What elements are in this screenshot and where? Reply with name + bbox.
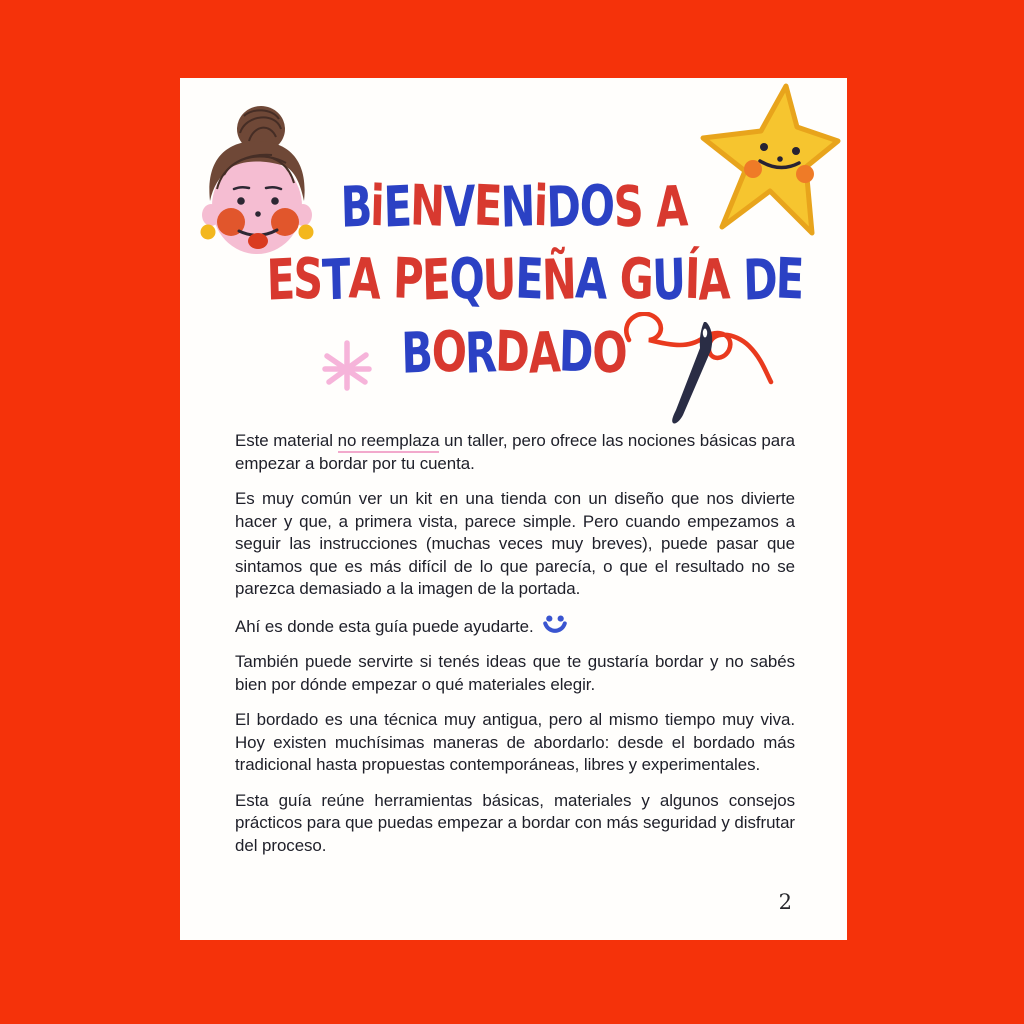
paragraph-6: Esta guía reúne herramientas básicas, materiales y algunos consejos prácticos para que puedas empezar a bordar con más seguridad y disfrutar del proceso.	[235, 790, 795, 855]
body-text	[235, 430, 795, 870]
paragraph-2: Es muy común ver un kit en una tienda con un diseño que nos divierte hacer y que, a primera vista, parece simple. Pero cuando empezamos a seguir las instrucciones (muchas veces muy breves), puede pasar que sintamos que es más difícil de lo que parecía, o que el resultado no se parezca demasiado a la imagen de la portada.	[235, 489, 795, 598]
paragraph-1-pre: Este material	[235, 431, 338, 450]
paragraph-3	[235, 614, 795, 639]
page-number: 2	[778, 890, 792, 914]
paragraph-3-text: Ahí es donde esta guía puede ayudarte.	[235, 616, 534, 636]
needle-thread-illustration	[623, 312, 783, 438]
title-line-2: ESTA PEQUEÑA GUÍA DE	[265, 246, 804, 314]
paragraph-1-post: un taller, pero ofrece las nociones básicas para empezar a bordar por tu cuenta.	[235, 431, 795, 473]
paragraph-1	[235, 430, 795, 475]
underlined-phrase: no reemplaza	[338, 431, 440, 453]
smiley-icon	[542, 614, 568, 637]
sparkle-asterisk-icon	[320, 340, 374, 396]
paragraph-4: También puede servirte si tenés ideas que te gustaría bordar y no sabés bien por dónde empezar o qué materiales elegir.	[235, 652, 795, 694]
title-line-1: BiENVENiDOS A	[339, 173, 688, 241]
paragraph-5: El bordado es una técnica muy antigua, pero al mismo tiempo muy viva. Hoy existen muchísimas maneras de abordarlo: desde el bordado más tradicional hasta propuestas contemporáneas, libres y experimentales.	[235, 710, 795, 774]
title-line-3: BORDADO	[400, 319, 627, 387]
document-page	[180, 78, 847, 940]
